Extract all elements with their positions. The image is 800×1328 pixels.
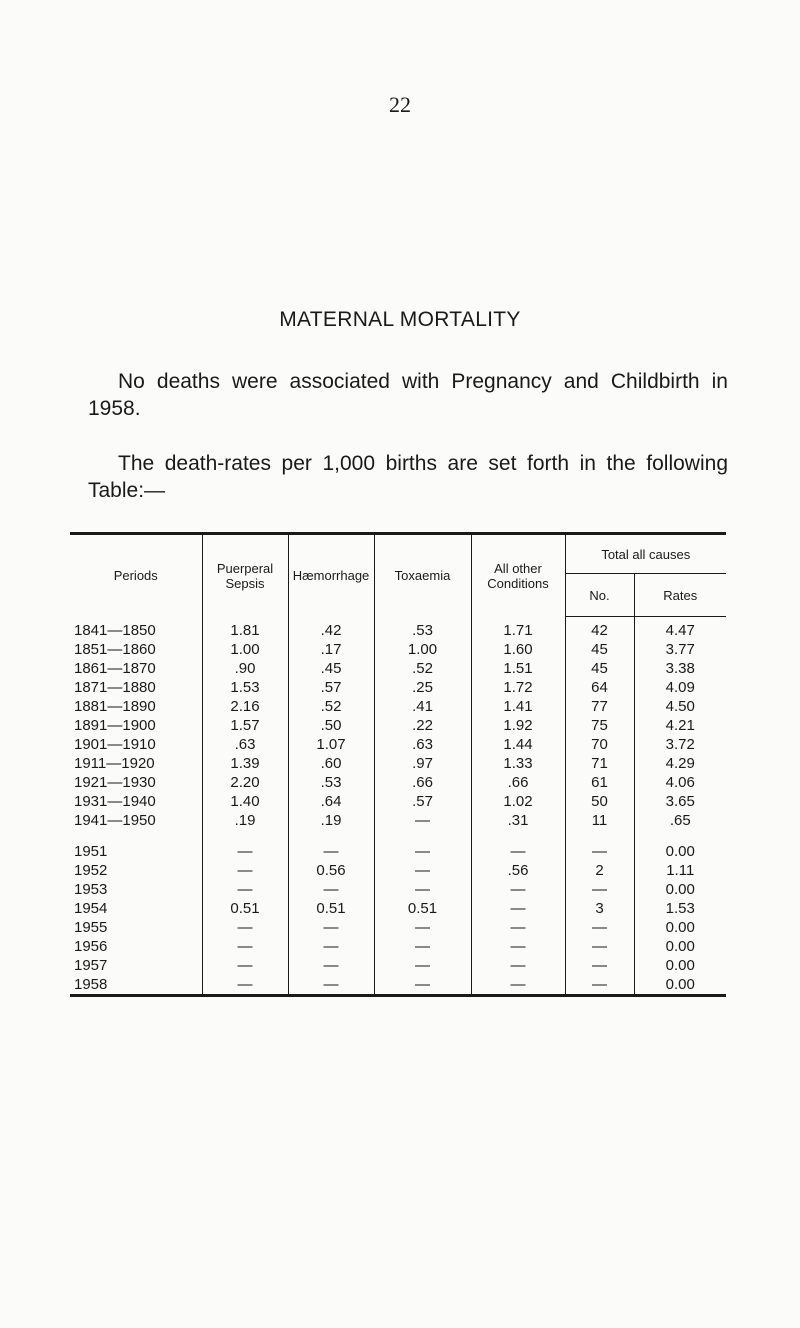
cell-puerperal-sepsis: — xyxy=(202,861,288,880)
table-row xyxy=(70,918,726,937)
cell-haemorrhage: .64 xyxy=(288,792,374,811)
cell-puerperal-sepsis: 2.16 xyxy=(202,697,288,716)
cell-all-other: 1.60 xyxy=(471,640,565,659)
cell-toxaemia: — xyxy=(374,811,471,830)
cell-toxaemia: — xyxy=(374,937,471,956)
paragraph-death-rates: The death-rates per 1,000 births are set forth in the following Table:— xyxy=(88,452,728,502)
cell-toxaemia: — xyxy=(374,918,471,937)
cell-total-no: — xyxy=(565,918,634,937)
cell-total-no: — xyxy=(565,956,634,975)
cell-period: 1954 xyxy=(70,899,202,918)
cell-total-rate: 3.77 xyxy=(665,641,695,658)
cell-period: 1841—1850 xyxy=(70,617,202,641)
page-number: 22 xyxy=(389,92,411,117)
table-body xyxy=(70,617,726,995)
cell-total-rate: 4.09 xyxy=(665,679,695,696)
cell-puerperal-sepsis: 1.57 xyxy=(202,716,288,735)
cell-all-other: 1.92 xyxy=(471,716,565,735)
cell-toxaemia: .63 xyxy=(374,735,471,754)
cell-total-no: 70 xyxy=(565,735,634,754)
cell-total-rate: .65 xyxy=(669,812,691,829)
header-no: No. xyxy=(565,574,634,617)
cell-total-no: 45 xyxy=(565,640,634,659)
cell-total-rate: 4.50 xyxy=(665,698,695,715)
cell-haemorrhage: .17 xyxy=(288,640,374,659)
cell-toxaemia: .66 xyxy=(374,773,471,792)
cell-all-other: 1.02 xyxy=(471,792,565,811)
cell-puerperal-sepsis: .63 xyxy=(202,735,288,754)
cell-haemorrhage: 0.51 xyxy=(288,899,374,918)
cell-total-no: — xyxy=(565,830,634,861)
cell-puerperal-sepsis: .19 xyxy=(202,811,288,830)
cell-haemorrhage: — xyxy=(288,830,374,861)
table-row xyxy=(70,861,726,880)
table-row xyxy=(70,975,726,994)
cell-haemorrhage: — xyxy=(288,918,374,937)
table-row xyxy=(70,754,726,773)
cell-all-other: 1.72 xyxy=(471,678,565,697)
cell-period: 1941—1950 xyxy=(70,811,202,830)
cell-all-other: — xyxy=(471,937,565,956)
table-row xyxy=(70,792,726,811)
table-row xyxy=(70,811,726,830)
table-row xyxy=(70,678,726,697)
cell-total-no: 11 xyxy=(565,811,634,830)
table-row xyxy=(70,716,726,735)
cell-haemorrhage: 0.56 xyxy=(288,861,374,880)
cell-total-no: 3 xyxy=(565,899,634,918)
cell-total-no: — xyxy=(565,975,634,994)
cell-haemorrhage: — xyxy=(288,956,374,975)
cell-puerperal-sepsis: .90 xyxy=(202,659,288,678)
cell-puerperal-sepsis: 0.51 xyxy=(202,899,288,918)
cell-puerperal-sepsis: — xyxy=(202,956,288,975)
cell-period: 1951 xyxy=(70,830,202,861)
cell-period: 1931—1940 xyxy=(70,792,202,811)
cell-all-other: — xyxy=(471,899,565,918)
cell-total-no: — xyxy=(565,937,634,956)
cell-total-no: — xyxy=(565,880,634,899)
cell-toxaemia: .22 xyxy=(374,716,471,735)
cell-period: 1952 xyxy=(70,861,202,880)
cell-puerperal-sepsis: 2.20 xyxy=(202,773,288,792)
maternal-mortality-table xyxy=(70,532,726,997)
cell-total-no: 77 xyxy=(565,697,634,716)
cell-total-no: 45 xyxy=(565,659,634,678)
cell-puerperal-sepsis: — xyxy=(202,975,288,994)
cell-period: 1871—1880 xyxy=(70,678,202,697)
cell-puerperal-sepsis: 1.39 xyxy=(202,754,288,773)
cell-toxaemia: — xyxy=(374,830,471,861)
cell-period: 1881—1890 xyxy=(70,697,202,716)
cell-all-other: 1.44 xyxy=(471,735,565,754)
cell-total-no: 71 xyxy=(565,754,634,773)
cell-all-other: 1.51 xyxy=(471,659,565,678)
cell-total-rate: 0.00 xyxy=(665,843,695,860)
cell-puerperal-sepsis: 1.00 xyxy=(202,640,288,659)
cell-period: 1958 xyxy=(70,975,202,994)
cell-toxaemia: — xyxy=(374,975,471,994)
cell-toxaemia: — xyxy=(374,956,471,975)
cell-total-rate: 4.47 xyxy=(665,622,695,639)
cell-all-other: — xyxy=(471,880,565,899)
cell-haemorrhage: .45 xyxy=(288,659,374,678)
header-puerperal-sepsis: Puerperal Sepsis xyxy=(202,535,288,617)
cell-total-rate: 4.21 xyxy=(665,717,695,734)
cell-puerperal-sepsis: — xyxy=(202,918,288,937)
table-row xyxy=(70,880,726,899)
cell-period: 1861—1870 xyxy=(70,659,202,678)
cell-all-other: 1.33 xyxy=(471,754,565,773)
cell-period: 1851—1860 xyxy=(70,640,202,659)
cell-all-other: 1.41 xyxy=(471,697,565,716)
table-row xyxy=(70,640,726,659)
table-row xyxy=(70,735,726,754)
cell-haemorrhage: 1.07 xyxy=(288,735,374,754)
page-title: MATERNAL MORTALITY xyxy=(279,308,521,331)
cell-toxaemia: — xyxy=(374,880,471,899)
table-row xyxy=(70,956,726,975)
cell-period: 1891—1900 xyxy=(70,716,202,735)
cell-total-no: 50 xyxy=(565,792,634,811)
table-row xyxy=(70,773,726,792)
cell-period: 1911—1920 xyxy=(70,754,202,773)
cell-haemorrhage: .42 xyxy=(288,617,374,641)
cell-total-no: 75 xyxy=(565,716,634,735)
cell-all-other: 1.71 xyxy=(471,617,565,641)
cell-total-rate: 3.72 xyxy=(665,736,695,753)
header-total-all-causes: Total all causes xyxy=(601,546,691,562)
table-row xyxy=(70,659,726,678)
cell-period: 1956 xyxy=(70,937,202,956)
cell-total-rate: 0.00 xyxy=(665,919,695,936)
header-toxaemia: Toxaemia xyxy=(374,535,471,617)
cell-toxaemia: 0.51 xyxy=(374,899,471,918)
cell-toxaemia: 1.00 xyxy=(374,640,471,659)
cell-haemorrhage: — xyxy=(288,975,374,994)
cell-haemorrhage: — xyxy=(288,937,374,956)
cell-total-rate: 1.53 xyxy=(665,900,695,917)
header-periods: Periods xyxy=(70,535,202,617)
table-row xyxy=(70,937,726,956)
cell-total-no: 2 xyxy=(565,861,634,880)
cell-period: 1901—1910 xyxy=(70,735,202,754)
cell-all-other: — xyxy=(471,956,565,975)
cell-puerperal-sepsis: — xyxy=(202,880,288,899)
cell-toxaemia: .53 xyxy=(374,617,471,641)
cell-haemorrhage: — xyxy=(288,880,374,899)
cell-total-rate: 0.00 xyxy=(665,957,695,974)
cell-total-no: 42 xyxy=(565,617,634,641)
cell-all-other: .66 xyxy=(471,773,565,792)
cell-total-rate: 0.00 xyxy=(665,938,695,955)
cell-haemorrhage: .50 xyxy=(288,716,374,735)
cell-total-rate: 3.38 xyxy=(665,660,695,677)
cell-period: 1955 xyxy=(70,918,202,937)
header-haemorrhage: Hæmorrhage xyxy=(288,535,374,617)
header-all-other-conditions: All other Conditions xyxy=(471,535,565,617)
cell-all-other: .56 xyxy=(471,861,565,880)
cell-haemorrhage: .19 xyxy=(288,811,374,830)
cell-period: 1921—1930 xyxy=(70,773,202,792)
cell-puerperal-sepsis: 1.40 xyxy=(202,792,288,811)
cell-total-rate: 0.00 xyxy=(665,881,695,898)
cell-total-no: 61 xyxy=(565,773,634,792)
cell-puerperal-sepsis: — xyxy=(202,937,288,956)
cell-toxaemia: .52 xyxy=(374,659,471,678)
table-row xyxy=(70,617,726,641)
cell-all-other: — xyxy=(471,918,565,937)
cell-all-other: — xyxy=(471,830,565,861)
cell-toxaemia: .41 xyxy=(374,697,471,716)
cell-haemorrhage: .60 xyxy=(288,754,374,773)
cell-total-rate: 0.00 xyxy=(665,976,695,993)
table-row xyxy=(70,899,726,918)
cell-haemorrhage: .57 xyxy=(288,678,374,697)
cell-total-no: 64 xyxy=(565,678,634,697)
cell-total-rate: 4.29 xyxy=(665,755,695,772)
cell-puerperal-sepsis: 1.81 xyxy=(202,617,288,641)
cell-total-rate: 4.06 xyxy=(665,774,695,791)
table-row xyxy=(70,697,726,716)
cell-all-other: — xyxy=(471,975,565,994)
cell-total-rate: 3.65 xyxy=(665,793,695,810)
cell-haemorrhage: .52 xyxy=(288,697,374,716)
cell-period: 1953 xyxy=(70,880,202,899)
cell-toxaemia: .25 xyxy=(374,678,471,697)
paragraph-no-deaths: No deaths were associated with Pregnancy and Childbirth in 1958. xyxy=(88,370,728,420)
cell-haemorrhage: .53 xyxy=(288,773,374,792)
cell-period: 1957 xyxy=(70,956,202,975)
table-row xyxy=(70,830,726,861)
cell-all-other: .31 xyxy=(471,811,565,830)
cell-toxaemia: .57 xyxy=(374,792,471,811)
cell-toxaemia: — xyxy=(374,861,471,880)
cell-toxaemia: .97 xyxy=(374,754,471,773)
cell-total-rate: 1.11 xyxy=(666,862,695,879)
cell-puerperal-sepsis: 1.53 xyxy=(202,678,288,697)
header-rates: Rates xyxy=(634,574,726,617)
cell-puerperal-sepsis: — xyxy=(202,830,288,861)
